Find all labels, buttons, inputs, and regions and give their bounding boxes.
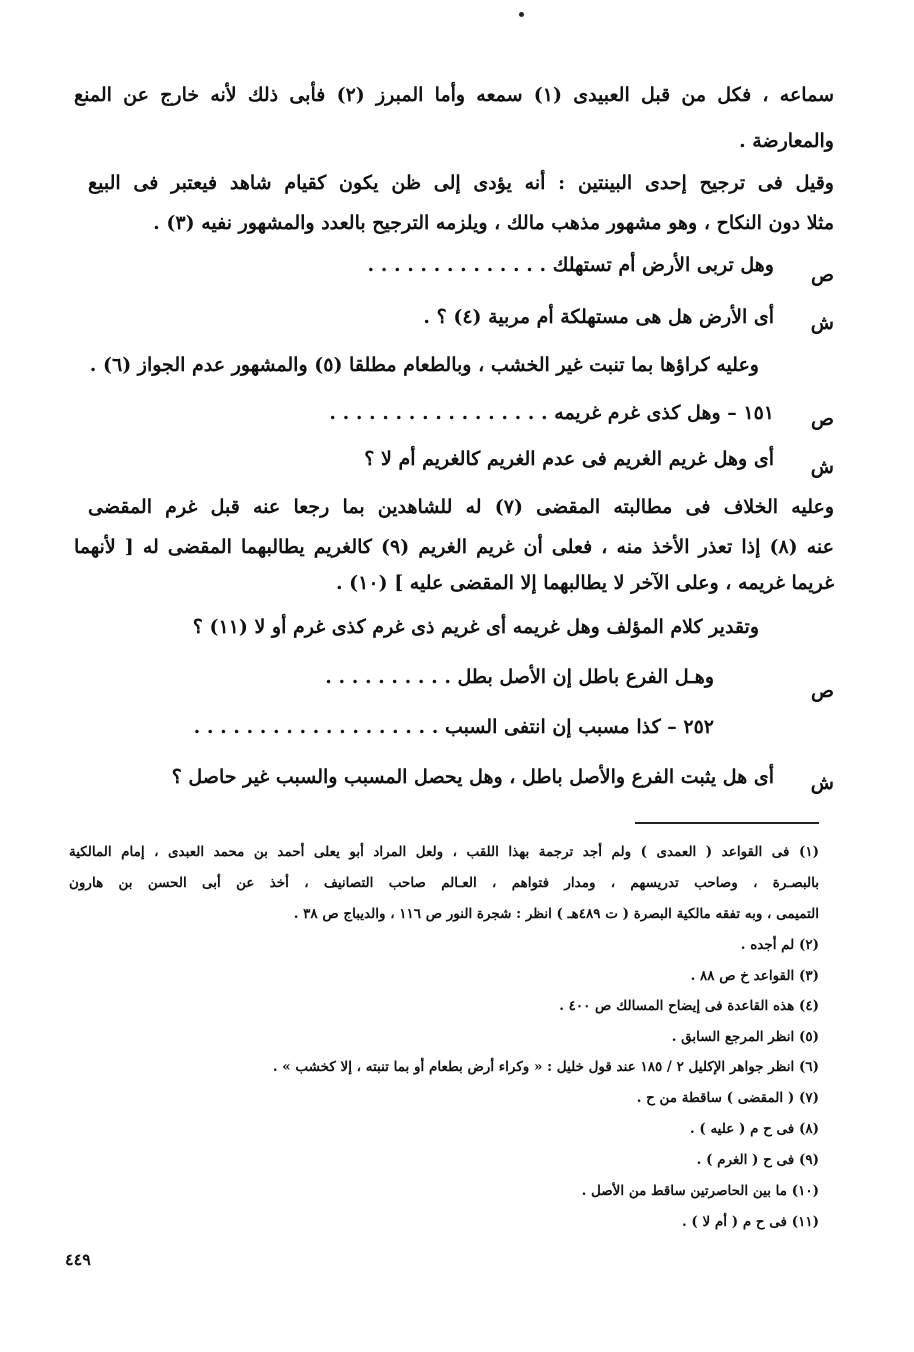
footnote: بالبصـرة ، وصاحب تدريسهم ، ومدار فتواهم ، العـالم صاحب التصانيف ، أخذ عن أبى الحسن بن هارون xyxy=(69,875,819,891)
text-line: وقيل فى ترجيح إحدى البينتين : أنه يؤدى إلى ظن يكون كقيام شاهد فيعتبر فى البيع xyxy=(88,172,834,194)
sharh-marker: ش xyxy=(810,456,834,478)
footnote: (٨) فى ح م ( عليه ) . xyxy=(689,1121,819,1137)
footnote: (٢) لم أجده . xyxy=(740,937,819,953)
footnote: (٤) هذه القاعدة فى إيضاح المسالك ص ٤٠٠ . xyxy=(559,998,819,1014)
sharh-marker: ش xyxy=(810,772,834,794)
footnote: التميمى ، وبه تفقه مالكية البصرة ( ت ٤٨٩هـ ) انظر : شجرة النور ص ١١٦ ، والديباج ص ٣٨ . xyxy=(293,906,819,922)
text-line: مثلا دون النكاح ، وهو مشهور مذهب مالك ، ويلزمه الترجيح بالعدد والمشهور نفيه (٣) . xyxy=(153,212,834,234)
verse-line: وهـل الفرع باطل إن الأصل بطل . . . . . . . . . . xyxy=(325,666,714,688)
footnote: (٥) انظر المرجع السابق . xyxy=(671,1029,819,1045)
footnote: (٧) ( المقضى ) ساقطة من ح . xyxy=(636,1090,819,1106)
footnote: (١) فى القواعد ( العمدى ) ولم أجد ترجمة بهذا اللقب ، ولعل المراد أبو يعلى أحمد بن محمد العبدى ، إمام المالكية xyxy=(69,844,819,860)
text-line: والمعارضة . xyxy=(739,130,834,152)
sharh-line: أى وهل غريم الغريم فى عدم الغريم كالغريم أم لا ؟ xyxy=(364,448,774,470)
verse-line: ٢٥٢ – كذا مسبب إن انتفى السبب . . . . . . . . . . . . . . . . . . . xyxy=(193,716,714,738)
verse-marker: ص xyxy=(811,264,834,286)
sharh-marker: ش xyxy=(810,312,834,334)
footnote: (٣) القواعد خ ص ٨٨ . xyxy=(690,968,819,984)
text-line: وعليه الخلاف فى مطالبته المقضى (٧) له للشاهدين بما رجعا عنه قبل غرم المقضى xyxy=(88,496,834,518)
top-dot-mark xyxy=(519,12,524,17)
verse-line: ١٥١ – وهل كذى غرم غريمه . . . . . . . . . . . . . . . . . xyxy=(329,402,774,424)
page-number: ٤٤٩ xyxy=(65,1250,91,1269)
text-line: وعليه كراؤها بما تنبت غير الخشب ، وبالطعام مطلقا (٥) والمشهور عدم الجواز (٦) . xyxy=(89,354,759,376)
footnote: (٦) انظر جواهر الإكليل ٢ / ١٨٥ عند قول خليل : « وكراء أرض بطعام أو بما تنبته ، إلا كخشب » . xyxy=(272,1059,819,1075)
footnote: (٩) فى ح ( الغرم ) . xyxy=(696,1152,819,1168)
text-line: غريما غريمه ، وعلى الآخر لا يطالبهما إلا المقضى عليه ] (١٠) . xyxy=(335,572,834,594)
text-line: سماعه ، فكل من قبل العبيدى (١) سمعه وأما المبرز (٢) فأبى ذلك لأنه خارج عن المنع xyxy=(74,84,834,106)
verse-line: وهل تربى الأرض أم تستهلك . . . . . . . . . . . . . . xyxy=(367,254,774,276)
verse-marker: ص xyxy=(811,408,834,430)
footnote: (١١) فى ح م ( أم لا ) . xyxy=(682,1214,819,1230)
text-line: عنه (٨) إذا تعذر الأخذ منه ، فعلى أن غريم الغريم (٩) كالغريم يطالبهما المقضى له [ لأنهما xyxy=(74,536,834,558)
text-line: وتقدير كلام المؤلف وهل غريمه أى غريم ذى غرم كذى غرم أو لا (١١) ؟ xyxy=(192,616,759,638)
sharh-line: أى الأرض هل هى مستهلكة أم مربية (٤) ؟ . xyxy=(423,306,774,328)
footnote: (١٠) ما بين الحاصرتين ساقط من الأصل . xyxy=(581,1183,819,1199)
verse-marker: ص xyxy=(811,680,834,702)
footnote-separator xyxy=(635,822,819,824)
sharh-line: أى هل يثبت الفرع والأصل باطل ، وهل يحصل المسبب والسبب غير حاصل ؟ xyxy=(171,766,774,788)
